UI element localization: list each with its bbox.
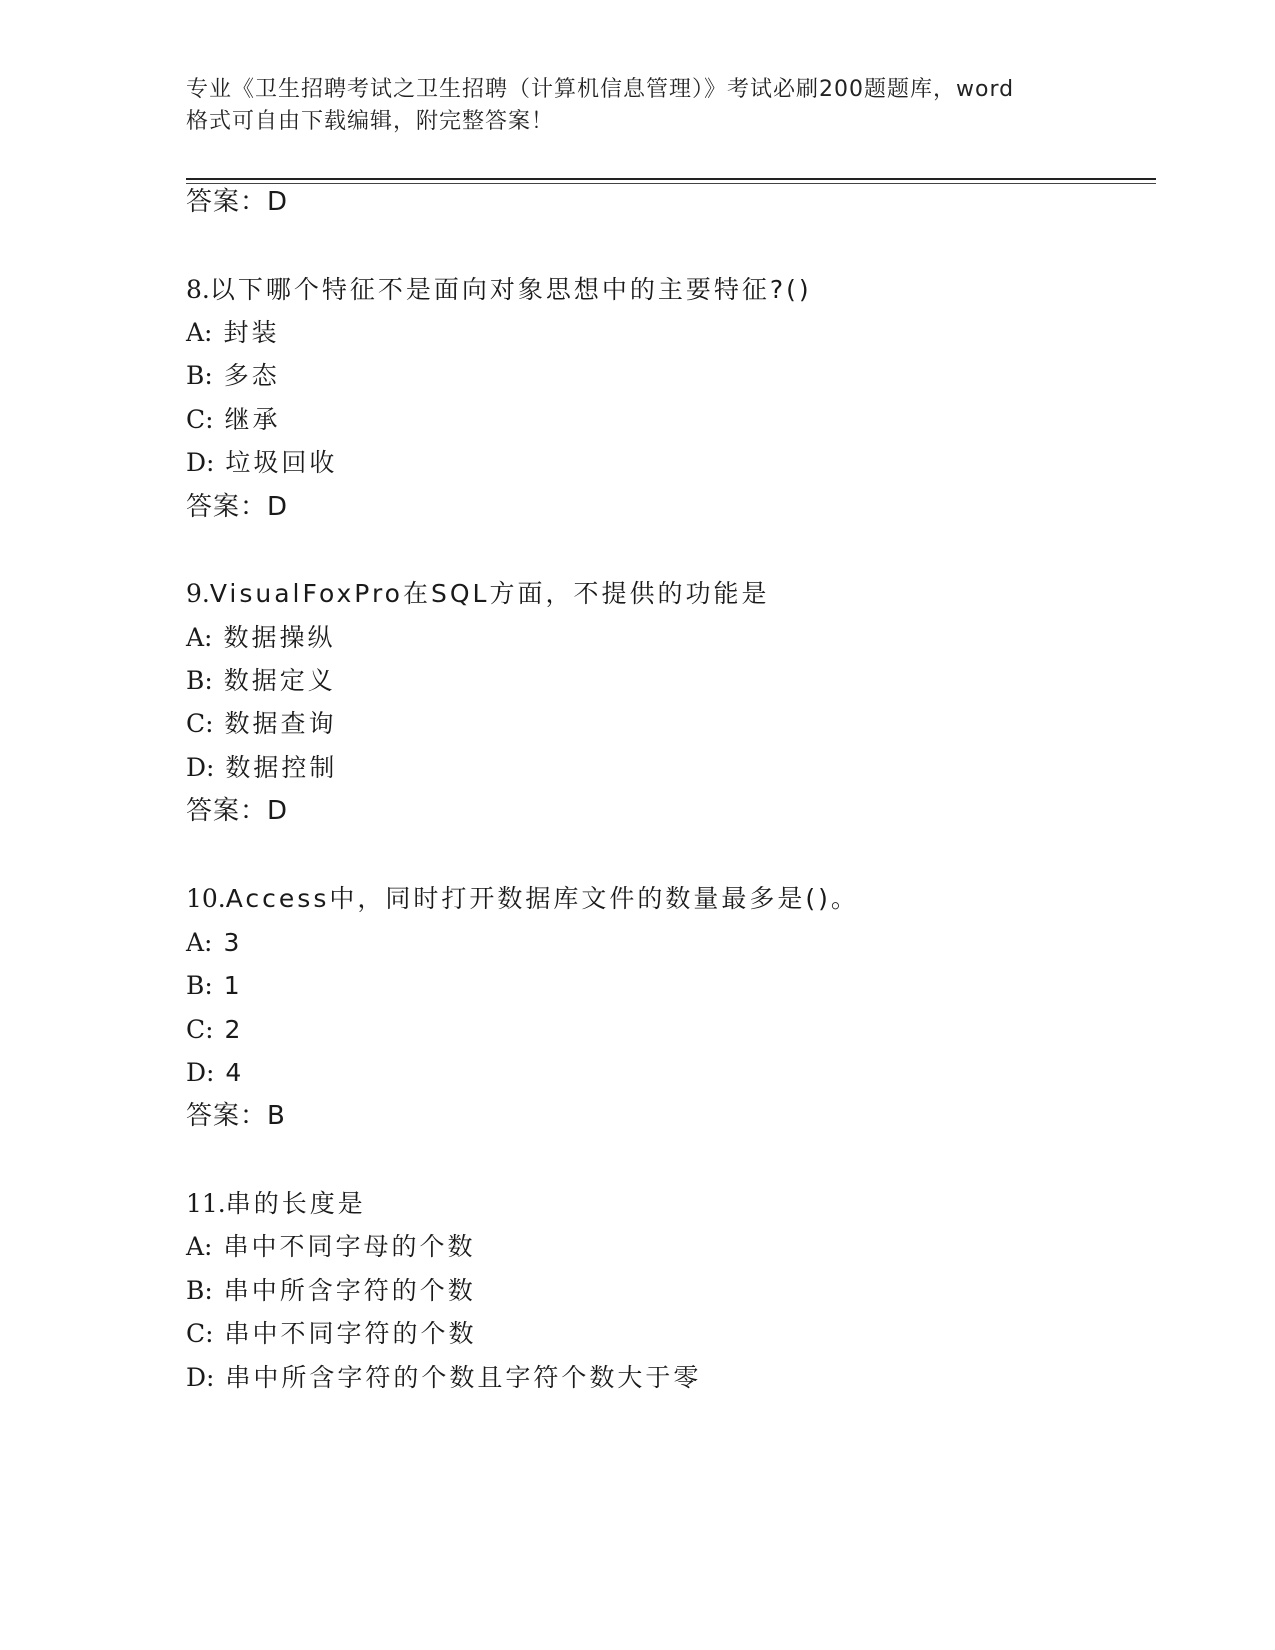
header-divider-thick: [186, 178, 1156, 180]
option-key: D:: [186, 1058, 215, 1087]
option-text: 多态: [223, 361, 280, 390]
header-divider-thin: [186, 183, 1156, 184]
option-11-b: [186, 1273, 476, 1309]
option-8-a: [186, 315, 279, 351]
option-key: D:: [186, 448, 215, 477]
option-key: C:: [186, 1319, 214, 1348]
option-key: A:: [186, 318, 213, 347]
option-10-a: [186, 925, 242, 961]
question-number: 10.: [186, 884, 226, 913]
answer-line-prev: 答案：D: [186, 187, 289, 217]
option-9-b: [186, 663, 336, 699]
option-text: 数据控制: [225, 753, 338, 782]
option-11-c: [186, 1316, 477, 1352]
option-key: D:: [186, 1363, 215, 1392]
option-text: 串中不同字符的个数: [224, 1319, 477, 1348]
option-9-a: [186, 620, 335, 656]
option-8-c: [186, 402, 281, 438]
option-text: 2: [224, 1015, 244, 1044]
option-key: A:: [186, 928, 213, 957]
option-text: 数据查询: [224, 709, 337, 738]
option-key: B:: [186, 971, 213, 1000]
question-text: VisualFoxPro在SQL方面，不提供的功能是: [209, 579, 770, 608]
question-9: [186, 576, 769, 612]
question-8: [186, 272, 812, 308]
option-9-c: [186, 706, 337, 742]
option-key: D:: [186, 753, 215, 782]
option-text: 继承: [224, 405, 281, 434]
option-key: C:: [186, 1015, 214, 1044]
document-page: [186, 0, 1156, 1650]
option-text: 1: [223, 971, 243, 1000]
option-text: 串中不同字母的个数: [223, 1232, 476, 1261]
option-9-d: [186, 750, 337, 786]
question-text: 串的长度是: [225, 1189, 366, 1218]
question-number: 11.: [186, 1189, 226, 1218]
answer-10: 答案：B: [186, 1101, 286, 1131]
option-key: B:: [186, 666, 213, 695]
question-10: [186, 881, 859, 917]
document-header: [186, 74, 1086, 138]
option-10-c: [186, 1012, 243, 1048]
option-text: 4: [225, 1058, 245, 1087]
option-key: C:: [186, 709, 214, 738]
question-text: 以下哪个特征不是面向对象思想中的主要特征?(): [209, 275, 812, 304]
option-key: B:: [186, 361, 213, 390]
option-11-d: [186, 1360, 701, 1396]
question-number: 8.: [186, 275, 210, 304]
option-10-b: [186, 968, 243, 1004]
question-11: [186, 1186, 366, 1222]
option-text: 串中所含字符的个数: [223, 1276, 476, 1305]
option-key: A:: [186, 1232, 213, 1261]
option-text: 数据定义: [223, 666, 336, 695]
header-line-1: 专业《卫生招聘考试之卫生招聘（计算机信息管理）》考试必刷200题题库，word: [186, 77, 1015, 102]
question-number: 9.: [186, 579, 210, 608]
option-8-b: [186, 358, 280, 394]
option-text: 封装: [223, 318, 280, 347]
option-text: 3: [223, 928, 243, 957]
option-key: B:: [186, 1276, 213, 1305]
option-10-d: [186, 1055, 244, 1091]
option-text: 数据操纵: [223, 623, 336, 652]
option-text: 垃圾回收: [225, 448, 338, 477]
answer-9: 答案：D: [186, 796, 289, 826]
answer-8: 答案：D: [186, 492, 289, 522]
question-text: Access中，同时打开数据库文件的数量最多是()。: [225, 884, 859, 913]
option-text: 串中所含字符的个数且字符个数大于零: [225, 1363, 702, 1392]
header-line-2: 格式可自由下载编辑，附完整答案！: [186, 109, 555, 134]
option-key: C:: [186, 405, 214, 434]
option-8-d: [186, 445, 337, 481]
option-key: A:: [186, 623, 213, 652]
option-11-a: [186, 1229, 475, 1265]
